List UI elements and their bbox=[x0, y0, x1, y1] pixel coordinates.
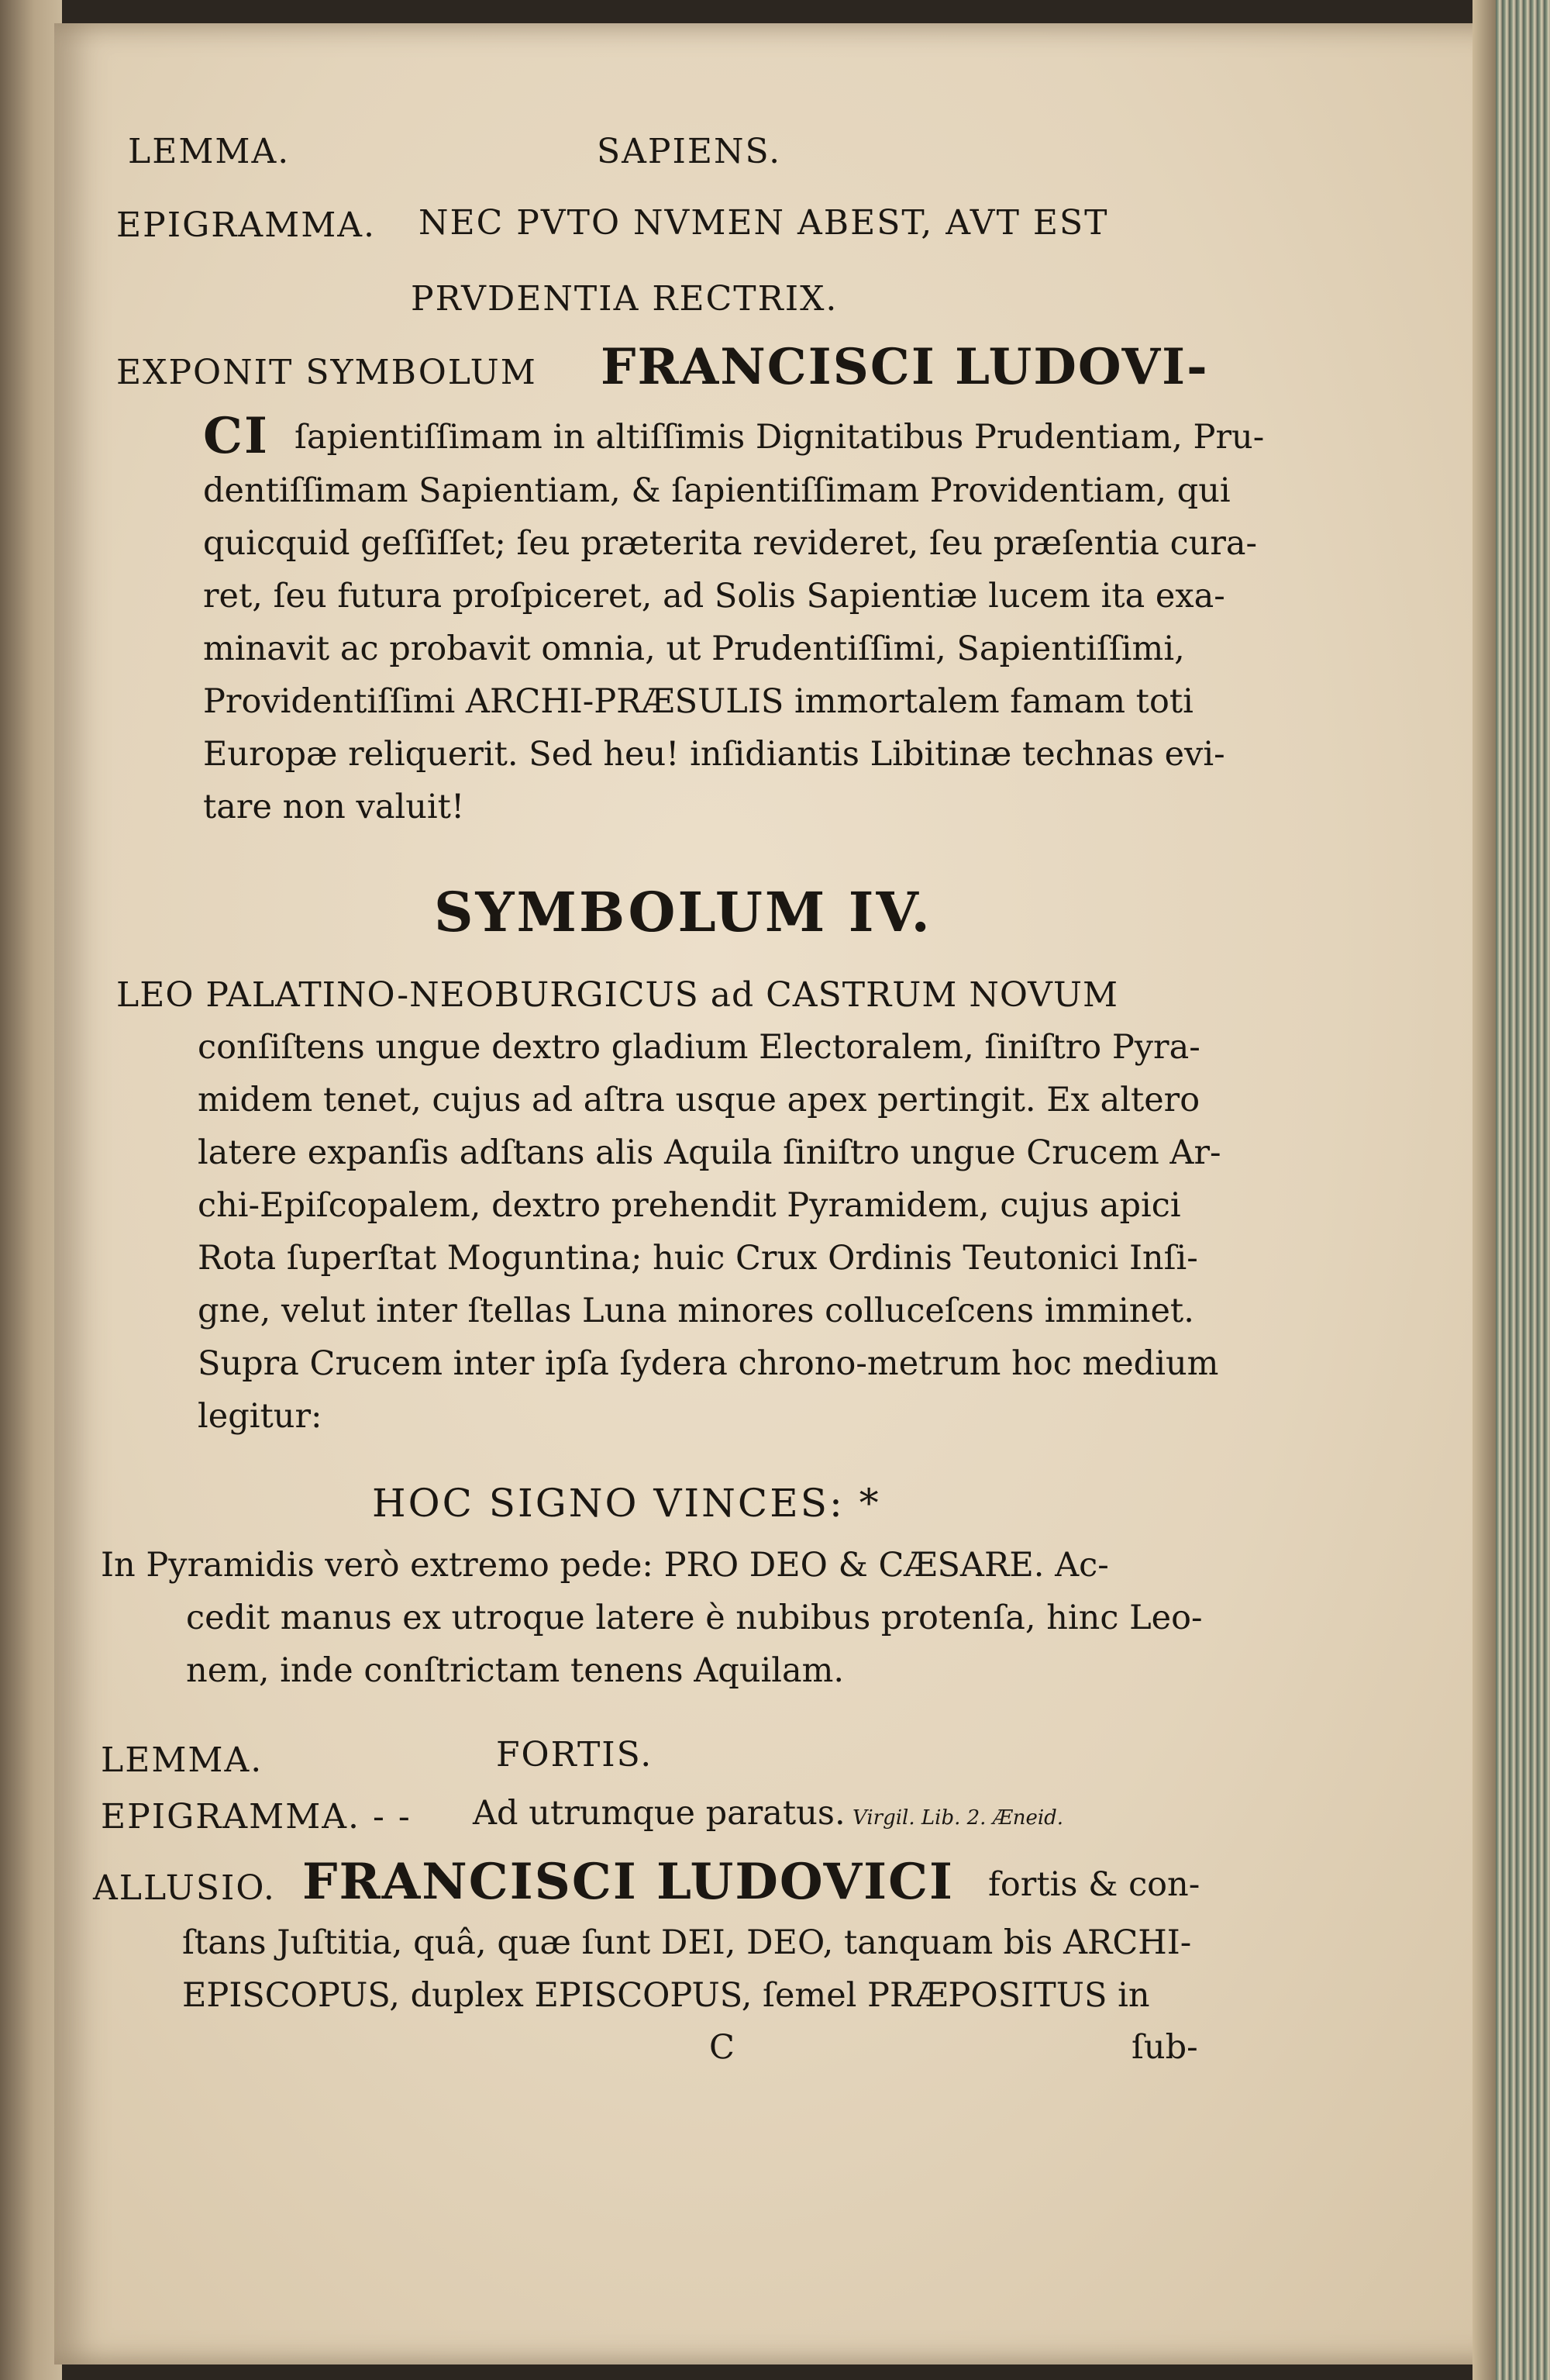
lemma-value: SAPIENS. bbox=[597, 132, 782, 171]
exponit-label: EXPONIT SYMBOLUM bbox=[116, 353, 537, 392]
epigramma-value-2: Ad utrumque paratus. bbox=[473, 1794, 846, 1833]
leo-first-line: LEO PALATINO-NEOBURGICUS ad CASTRUM NOVUM bbox=[116, 975, 1119, 1015]
text-line: ſtans Juſtitia, quâ, quæ ſunt DEI, DEO, tanquam bis ARCHI- bbox=[182, 1923, 1192, 1962]
epigramma-label-2: EPIGRAMMA. - - bbox=[101, 1797, 412, 1837]
text-line: Supra Crucem inter ipſa ſydera chrono-metrum hoc medium bbox=[198, 1344, 1219, 1383]
text-line: ſapientiſſimam in altiſſimis Dignitatibus Prudentiam, Pru- bbox=[294, 418, 1265, 457]
page-edge-shadow bbox=[1472, 0, 1496, 2380]
text-line: Europæ reliquerit. Sed heu! inſidiantis Libitinæ technas evi- bbox=[203, 735, 1225, 774]
exponit-name: FRANCISCI LUDOVI- bbox=[601, 338, 1209, 396]
lemma-label: LEMMA. bbox=[128, 132, 291, 171]
epigramma-label: EPIGRAMMA. bbox=[116, 205, 377, 245]
lemma-value-2: FORTIS. bbox=[496, 1735, 653, 1775]
pyramid-line-2: cedit manus ex utroque latere è nubibus protenſa, hinc Leo- bbox=[186, 1599, 1203, 1637]
signature-mark: C bbox=[709, 2028, 735, 2067]
epigramma-line-2: PRVDENTIA RECTRIX. bbox=[411, 279, 839, 319]
text-line: EPISCOPUS, duplex EPISCOPUS, ſemel PRÆPOSITUS in bbox=[182, 1976, 1150, 2015]
epigramma-source: Virgil. Lib. 2. Æneid. bbox=[852, 1806, 1064, 1830]
allusio-rest: fortis & con- bbox=[988, 1865, 1200, 1904]
text-line: gne, velut inter ſtellas Luna minores colluceſcens imminet. bbox=[198, 1292, 1194, 1330]
text-line: minavit ac probavit omnia, ut Prudentiſſimi, Sapientiſſimi, bbox=[203, 629, 1185, 668]
allusio-label: ALLUSIO. bbox=[93, 1868, 276, 1908]
chronogram: HOC SIGNO VINCES: * bbox=[372, 1481, 881, 1526]
text-line: Providentiſſimi ARCHI-PRÆSULIS immortalem famam toti bbox=[203, 682, 1194, 721]
text-line: midem tenet, cujus ad aſtra usque apex pertingit. Ex altero bbox=[198, 1081, 1200, 1119]
symbolum-title: SYMBOLUM IV. bbox=[434, 880, 932, 944]
text-line: chi-Epiſcopalem, dextro prehendit Pyramidem, cujus apici bbox=[198, 1186, 1181, 1225]
name-continued: CI bbox=[203, 407, 269, 465]
text-line: tare non valuit! bbox=[203, 788, 465, 826]
lemma-label-2: LEMMA. bbox=[101, 1740, 264, 1780]
text-line: dentiſſimam Sapientiam, & ſapientiſſimam Providentiam, qui bbox=[203, 471, 1231, 510]
text-line: legitur: bbox=[198, 1397, 322, 1436]
text-line: Rota ſuperſtat Moguntina; huic Crux Ordinis Teutonici Inſi- bbox=[198, 1239, 1198, 1278]
book-gutter-left bbox=[0, 0, 62, 2380]
allusio-name: FRANCISCI LUDOVICI bbox=[302, 1853, 954, 1911]
text-line: latere expanſis adſtans alis Aquila ſiniſtro ungue Crucem Ar- bbox=[198, 1133, 1221, 1172]
epigramma-line-1: NEC PVTO NVMEN ABEST, AVT EST bbox=[418, 203, 1109, 243]
book-edge-right bbox=[1496, 0, 1550, 2380]
text-line: ret, ſeu futura proſpiceret, ad Solis Sapientiæ lucem ita exa- bbox=[203, 577, 1225, 616]
catchword: ſub- bbox=[1132, 2028, 1198, 2067]
text-line: quicquid geſſiſſet; ſeu præterita revideret, ſeu præſentia cura- bbox=[203, 524, 1258, 563]
pyramid-line-1: In Pyramidis verò extremo pede: PRO DEO & CÆSARE. Ac- bbox=[101, 1546, 1109, 1585]
text-line: conſiſtens ungue dextro gladium Electoralem, ſiniſtro Pyra- bbox=[198, 1028, 1200, 1067]
pyramid-line-3: nem, inde conſtrictam tenens Aquilam. bbox=[186, 1651, 845, 1690]
